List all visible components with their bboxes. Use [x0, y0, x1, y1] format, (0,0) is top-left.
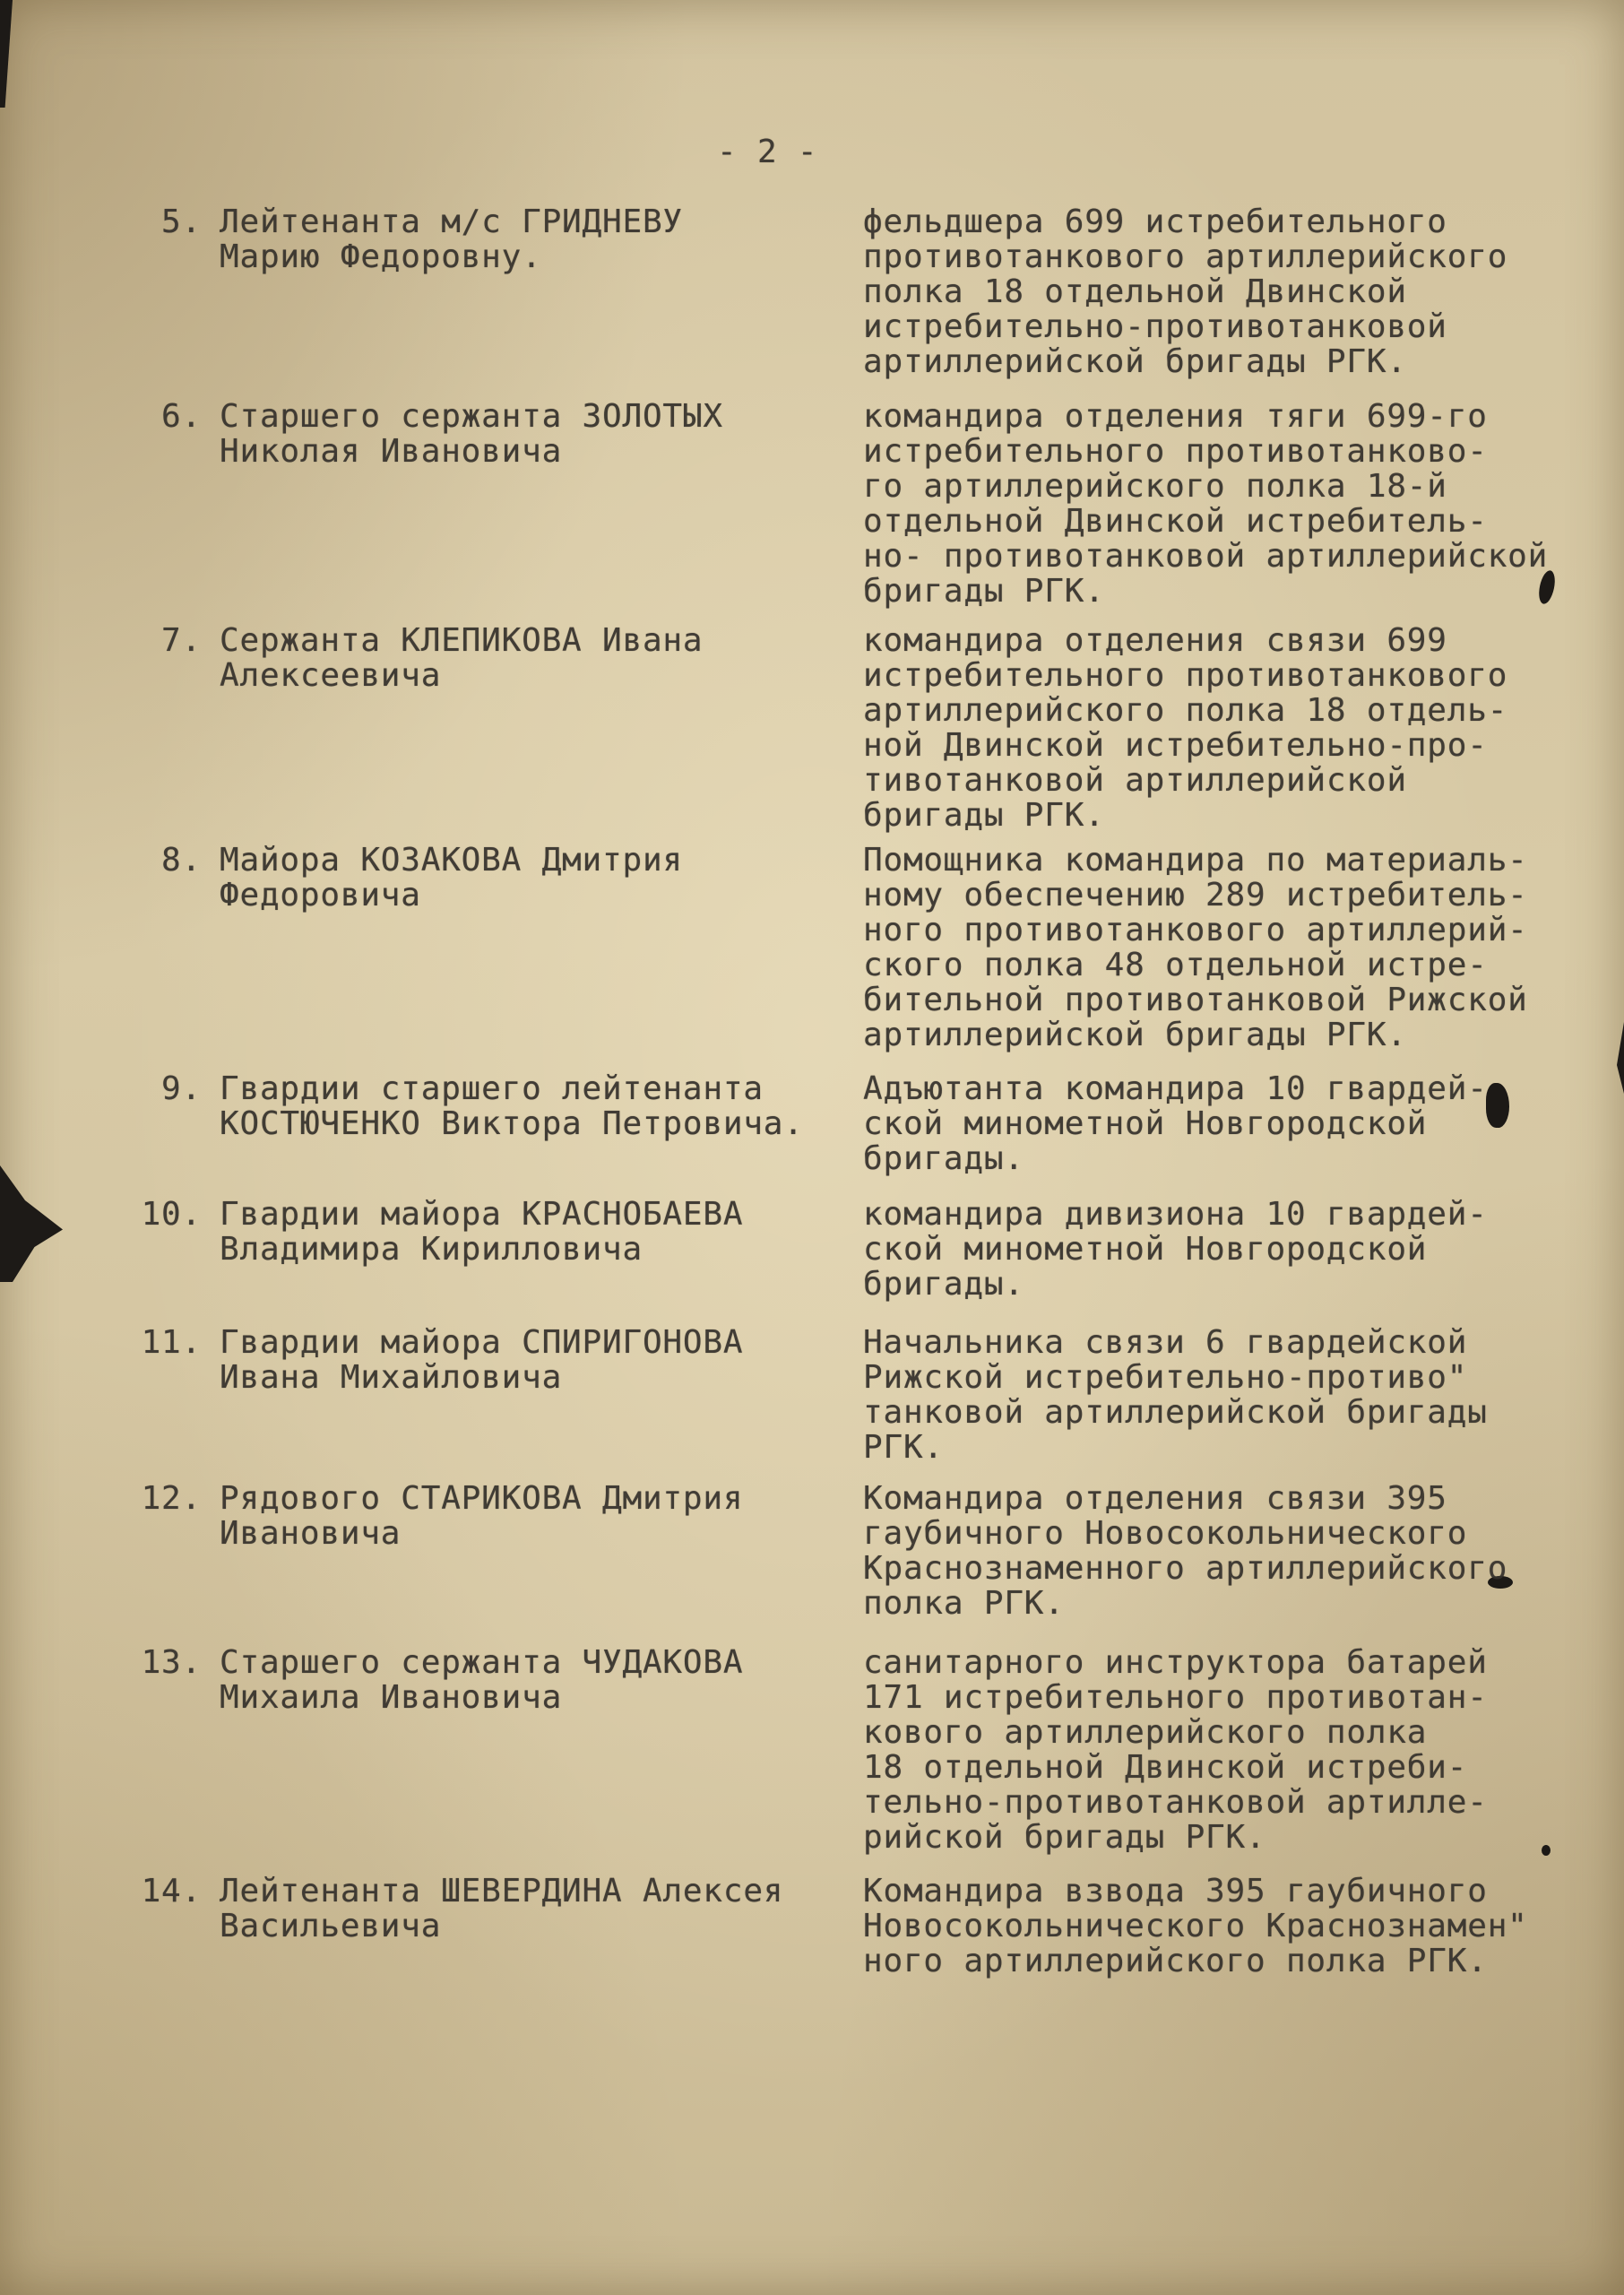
entry-name-line: Гвардии майора КРАСНОБАЕВА	[220, 1196, 744, 1233]
entry-position-line: тельно-противотанковой артилле-	[863, 1784, 1488, 1821]
entry-name	[220, 623, 703, 693]
entry-position	[863, 1325, 1488, 1465]
entry-position-line: ного артиллерийского полка РГК.	[863, 1943, 1488, 1979]
entry-position-line: артиллерийской бригады РГК.	[863, 1017, 1407, 1053]
entry-name-line: Марию Федоровну.	[220, 238, 542, 275]
entry-position-line: Командира взвода 395 гаубичного	[863, 1873, 1488, 1910]
entry-position	[863, 623, 1507, 833]
entry-name-line: Старшего сержанта ЗОЛОТЫХ	[220, 398, 723, 435]
ink-blot	[1486, 1083, 1509, 1128]
entry-number: 13.	[141, 1644, 202, 1681]
entry-position-line: бригады РГК.	[863, 797, 1105, 834]
entry-position-line: но- противотанковой артиллерийской	[863, 538, 1549, 575]
entry-number: 11.	[141, 1324, 202, 1361]
entry-name	[220, 1197, 743, 1267]
entry-name-line: Гвардии майора СПИРИГОНОВА	[220, 1324, 744, 1361]
entry-number: 7.	[161, 622, 202, 659]
entry-position-line: Командира отделения связи 395	[863, 1480, 1447, 1517]
entry-name-line: Федоровича	[220, 877, 421, 914]
entry-name-line: Алексеевича	[220, 657, 442, 694]
entry-name-line: Лейтенанта м/с ГРИДНЕВУ	[220, 204, 683, 240]
entry-position	[863, 1071, 1488, 1176]
entry-name-line: Васильевича	[220, 1908, 442, 1944]
entry-name-line: Рядового СТАРИКОВА Дмитрия	[220, 1480, 744, 1517]
entry-position-line: ского полка 48 отдельной истре-	[863, 947, 1488, 983]
paper-tear	[0, 0, 13, 108]
entry-number: 9.	[161, 1070, 202, 1107]
entry-position-line: ской минометной Новгородской	[863, 1105, 1428, 1142]
page-number: - 2 -	[717, 134, 818, 170]
entry-position-line: истребительно-противотанковой	[863, 308, 1447, 345]
entry-position-line: Помощника командира по материаль-	[863, 842, 1528, 879]
entry-name	[220, 1481, 743, 1551]
entry-number: 12.	[141, 1480, 202, 1517]
entry-position-line: тивотанковой артиллерийской	[863, 762, 1407, 799]
entry-position-line: Адъютанта командира 10 гвардей-	[863, 1070, 1488, 1107]
entry-position-line: 171 истребительного противотан-	[863, 1679, 1488, 1716]
entry-position-line: танковой артиллерийской бригады	[863, 1394, 1488, 1431]
entry-position-line: отдельной Двинской истребитель-	[863, 503, 1488, 540]
entry-name	[220, 1645, 743, 1715]
entry-position-line: полка РГК.	[863, 1585, 1065, 1622]
entry-position-line: истребительного противотанкового	[863, 657, 1508, 694]
entry-position-line: 18 отдельной Двинской истреби-	[863, 1749, 1468, 1786]
entry-position-line: командира отделения связи 699	[863, 622, 1447, 659]
entry-position	[863, 399, 1548, 609]
entry-number: 5.	[161, 204, 202, 240]
entry-position	[863, 843, 1528, 1052]
entry-position	[863, 1481, 1507, 1621]
entry-position-line: фельдшера 699 истребительного	[863, 204, 1447, 240]
entry-position-line: Новосокольнического Краснознамен"	[863, 1908, 1528, 1944]
entry-name-line: Николая Ивановича	[220, 433, 563, 470]
entry-name	[220, 1071, 804, 1141]
entry-number: 14.	[141, 1873, 202, 1910]
entry-position-line: ному обеспечению 289 истребитель-	[863, 877, 1528, 914]
entry-position-line: бительной противотанковой Рижской	[863, 982, 1528, 1018]
entry-name-line: Гвардии старшего лейтенанта	[220, 1070, 764, 1107]
entry-name-line: Михаила Ивановича	[220, 1679, 563, 1716]
paper-tear	[0, 1165, 63, 1282]
entry-name-line: Владимира Кирилловича	[220, 1231, 643, 1268]
entry-number: 6.	[161, 398, 202, 435]
entry-position-line: истребительного противотанково-	[863, 433, 1488, 470]
entry-number: 10.	[141, 1196, 202, 1233]
entry-position	[863, 204, 1507, 379]
entry-position	[863, 1645, 1488, 1855]
entry-position-line: командира дивизиона 10 гвардей-	[863, 1196, 1488, 1233]
entry-position	[863, 1874, 1528, 1979]
entry-position	[863, 1197, 1488, 1302]
entry-position-line: санитарного инструктора батарей	[863, 1644, 1488, 1681]
entry-name-line: Ивана Михайловича	[220, 1359, 563, 1396]
entry-name-line: Сержанта КЛЕПИКОВА Ивана	[220, 622, 704, 659]
entry-position-line: го артиллерийского полка 18-й	[863, 468, 1447, 505]
entry-name-line: Майора КОЗАКОВА Дмитрия	[220, 842, 683, 879]
entry-position-line: Краснознаменного артиллерийского	[863, 1550, 1508, 1587]
entry-position-line: Рижской истребительно-противо"	[863, 1359, 1468, 1396]
entry-name	[220, 399, 723, 469]
paper-tear	[1617, 1022, 1624, 1094]
entry-position-line: рийской бригады РГК.	[863, 1819, 1266, 1856]
entry-position-line: артиллерийской бригады РГК.	[863, 343, 1407, 380]
entry-number: 8.	[161, 842, 202, 879]
entry-position-line: ской минометной Новгородской	[863, 1231, 1428, 1268]
entry-position-line: гаубичного Новосокольнического	[863, 1515, 1468, 1552]
entry-position-line: РГК.	[863, 1429, 944, 1466]
entry-position-line: ной Двинской истребительно-про-	[863, 727, 1488, 764]
entry-position-line: командира отделения тяги 699-го	[863, 398, 1488, 435]
entry-name-line: Старшего сержанта ЧУДАКОВА	[220, 1644, 744, 1681]
entry-position-line: противотанкового артиллерийского	[863, 238, 1508, 275]
entry-position-line: ного противотанкового артиллерий-	[863, 912, 1528, 948]
entry-position-line: бригады.	[863, 1140, 1024, 1177]
entry-position-line: бригады.	[863, 1266, 1024, 1303]
entry-position-line: полка 18 отдельной Двинской	[863, 273, 1407, 310]
entry-name	[220, 843, 683, 913]
ink-blot	[1542, 1845, 1551, 1856]
entry-name-line: Ивановича	[220, 1515, 402, 1552]
entry-position-line: кового артиллерийского полка	[863, 1714, 1428, 1751]
entry-position-line: артиллерийского полка 18 отдель-	[863, 692, 1508, 729]
entry-name	[220, 1874, 783, 1944]
entry-name-line: Лейтенанта ШЕВЕРДИНА Алексея	[220, 1873, 784, 1910]
entry-position-line: Начальника связи 6 гвардейской	[863, 1324, 1468, 1361]
entry-position-line: бригады РГК.	[863, 573, 1105, 610]
entry-name	[220, 204, 683, 274]
entry-name	[220, 1325, 743, 1395]
entry-name-line: КОСТЮЧЕНКО Виктора Петровича.	[220, 1105, 804, 1142]
